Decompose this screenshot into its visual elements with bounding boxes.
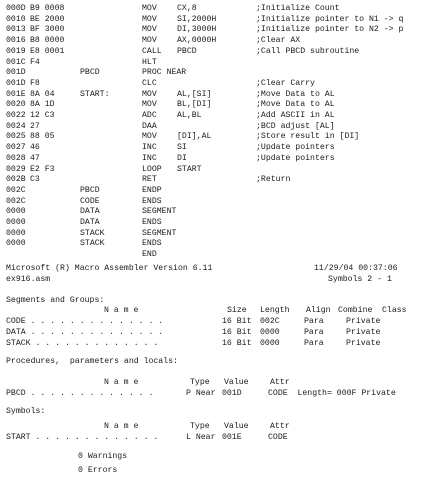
listing-mnemonic: CALL <box>142 47 162 56</box>
listing-mnemonic: ENDS <box>142 218 162 227</box>
listing-mnemonic: INC <box>142 143 157 152</box>
listing-offset: 0016 <box>6 36 26 45</box>
listing-mnemonic: LOOP <box>142 165 162 174</box>
listing-machine-code: C3 <box>30 175 40 184</box>
listing-offset: 0000 <box>6 218 26 227</box>
listing-comment: ;Initialize pointer to N2 -> p <box>256 25 404 34</box>
listing-mnemonic: ADC <box>142 111 157 120</box>
procedures-heading: Procedures, parameters and locals: <box>6 357 178 366</box>
segment-align: Para <box>304 328 324 337</box>
symbol-type: L Near <box>186 433 216 442</box>
listing-machine-code: E8 0001 <box>30 47 65 56</box>
listing-machine-code: BE 2000 <box>30 15 65 24</box>
listing-mnemonic: MOV <box>142 4 157 13</box>
segments-col-class: Class <box>382 306 407 315</box>
listing-operands: PBCD <box>177 47 197 56</box>
listing-label: START: <box>80 90 110 99</box>
segment-name: DATA . . . . . . . . . . . . . . <box>6 328 164 337</box>
segments-col-name: N a m e <box>104 306 139 315</box>
listing-label: DATA <box>80 207 100 216</box>
assembler-title: Microsoft (R) Macro Assembler Version 6.11 <box>6 264 213 273</box>
listing-operands: CX,8 <box>177 4 197 13</box>
symbols-col-type: Type <box>190 422 210 431</box>
listing-mnemonic: MOV <box>142 25 157 34</box>
symbol-name: START . . . . . . . . . . . . . <box>6 433 159 442</box>
symbols-heading: Symbols: <box>6 407 46 416</box>
listing-offset: 001C <box>6 58 26 67</box>
procedures-col-attr: Attr <box>270 378 290 387</box>
listing-operands: SI,2000H <box>177 15 217 24</box>
listing-mnemonic: ENDP <box>142 186 162 195</box>
listing-mnemonic: MOV <box>142 90 157 99</box>
segment-combine: Private <box>346 328 381 337</box>
listing-mnemonic: SEGMENT <box>142 207 177 216</box>
procedures-col-value: Value <box>224 378 249 387</box>
listing-comment: ;Add ASCII in AL <box>256 111 335 120</box>
listing-operands: AX,0000H <box>177 36 217 45</box>
listing-comment: ;Call PBCD subroutine <box>256 47 360 56</box>
listing-mnemonic: ENDS <box>142 239 162 248</box>
listing-comment: ;Return <box>256 175 291 184</box>
segments-col-combine: Combine <box>338 306 373 315</box>
listing-comment: ;BCD adjust [AL] <box>256 122 335 131</box>
segment-name: CODE . . . . . . . . . . . . . . <box>6 317 164 326</box>
procedure-name: PBCD . . . . . . . . . . . . . <box>6 389 154 398</box>
assembly-datetime: 11/29/04 00:37:06 <box>314 264 398 273</box>
segment-length: 002C <box>260 317 280 326</box>
listing-mnemonic: CLC <box>142 79 157 88</box>
listing-operands: AL,BL <box>177 111 202 120</box>
listing-offset: 0025 <box>6 132 26 141</box>
listing-comment: ;Store result in [DI] <box>256 132 360 141</box>
listing-comment: ;Initialize Count <box>256 4 340 13</box>
listing-operands: SI <box>177 143 187 152</box>
listing-mnemonic: MOV <box>142 36 157 45</box>
listing-label: STACK <box>80 229 105 238</box>
listing-operands: START <box>177 165 202 174</box>
listing-machine-code: 88 05 <box>30 132 55 141</box>
listing-operands: BL,[DI] <box>177 100 212 109</box>
listing-machine-code: 12 C3 <box>30 111 55 120</box>
listing-offset: 0000 <box>6 207 26 216</box>
symbols-col-value: Value <box>224 422 249 431</box>
errors-count: 0 Errors <box>78 466 118 475</box>
listing-offset: 0028 <box>6 154 26 163</box>
listing-operands: AL,[SI] <box>177 90 212 99</box>
listing-machine-code: B8 0000 <box>30 36 65 45</box>
listing-offset: 002C <box>6 197 26 206</box>
listing-offset: 002B <box>6 175 26 184</box>
listing-offset: 0019 <box>6 47 26 56</box>
listing-comment: ;Update pointers <box>256 154 335 163</box>
procedures-col-type: Type <box>190 378 210 387</box>
listing-mnemonic: INC <box>142 154 157 163</box>
listing-offset: 0022 <box>6 111 26 120</box>
listing-comment: ;Clear AX <box>256 36 301 45</box>
listing-machine-code: 47 <box>30 154 40 163</box>
listing-comment: ;Move Data to AL <box>256 90 335 99</box>
segment-length: 0000 <box>260 339 280 348</box>
listing-machine-code: F8 <box>30 79 40 88</box>
listing-label: DATA <box>80 218 100 227</box>
listing-mnemonic: END <box>142 250 157 259</box>
listing-mnemonic: HLT <box>142 58 157 67</box>
listing-offset: 0013 <box>6 25 26 34</box>
listing-mnemonic: MOV <box>142 100 157 109</box>
listing-offset: 001D <box>6 79 26 88</box>
listing-machine-code: 46 <box>30 143 40 152</box>
segment-size: 16 Bit <box>222 328 252 337</box>
segment-align: Para <box>304 339 324 348</box>
segments-col-length: Length <box>260 306 290 315</box>
listing-offset: 0024 <box>6 122 26 131</box>
listing-label: CODE <box>80 197 100 206</box>
procedure-value: 001D <box>222 389 242 398</box>
listing-offset: 0029 <box>6 165 26 174</box>
listing-operands: DI,3000H <box>177 25 217 34</box>
listing-label: STACK <box>80 239 105 248</box>
listing-machine-code: 8A 04 <box>30 90 55 99</box>
warnings-count: 0 Warnings <box>78 452 128 461</box>
source-filename: ex916.asm <box>6 275 51 284</box>
listing-label: PBCD <box>80 186 100 195</box>
listing-mnemonic: MOV <box>142 15 157 24</box>
listing-comment: ;Clear Carry <box>256 79 315 88</box>
listing-label: PBCD <box>80 68 100 77</box>
symbols-col-name: N a m e <box>104 422 139 431</box>
listing-operands: [DI],AL <box>177 132 212 141</box>
listing-mnemonic: RET <box>142 175 157 184</box>
listing-offset: 0027 <box>6 143 26 152</box>
listing-mnemonic: SEGMENT <box>142 229 177 238</box>
listing-mnemonic: MOV <box>142 132 157 141</box>
segment-length: 0000 <box>260 328 280 337</box>
listing-offset: 0000 <box>6 239 26 248</box>
listing-machine-code: 8A 1D <box>30 100 55 109</box>
listing-offset: 0010 <box>6 15 26 24</box>
listing-machine-code: F4 <box>30 58 40 67</box>
procedure-type: P Near <box>186 389 216 398</box>
segment-combine: Private <box>346 339 381 348</box>
listing-mnemonic: PROC NEAR <box>142 68 187 77</box>
listing-offset: 001E <box>6 90 26 99</box>
procedures-col-name: N a m e <box>104 378 139 387</box>
listing-machine-code: E2 F3 <box>30 165 55 174</box>
listing-offset: 000D <box>6 4 26 13</box>
segment-combine: Private <box>346 317 381 326</box>
segments-heading: Segments and Groups: <box>6 296 105 305</box>
symbol-attr: CODE <box>268 433 288 442</box>
segment-size: 16 Bit <box>222 317 252 326</box>
segment-align: Para <box>304 317 324 326</box>
listing-machine-code: 27 <box>30 122 40 131</box>
listing-mnemonic: ENDS <box>142 197 162 206</box>
listing-machine-code: BF 3000 <box>30 25 65 34</box>
listing-offset: 0000 <box>6 229 26 238</box>
listing-offset: 002C <box>6 186 26 195</box>
listing-offset: 001D <box>6 68 26 77</box>
segment-size: 16 Bit <box>222 339 252 348</box>
symbol-value: 001E <box>222 433 242 442</box>
segments-col-size: Size <box>227 306 247 315</box>
listing-machine-code: B9 0008 <box>30 4 65 13</box>
listing-comment: ;Update pointers <box>256 143 335 152</box>
symbols-col-attr: Attr <box>270 422 290 431</box>
procedure-attr: CODE Length= 000F Private <box>268 389 396 398</box>
listing-mnemonic: DAA <box>142 122 157 131</box>
listing-comment: ;Initialize pointer to N1 -> q <box>256 15 404 24</box>
symbols-page-label: Symbols 2 - 1 <box>328 275 392 284</box>
listing-comment: ;Move Data to AL <box>256 100 335 109</box>
listing-offset: 0020 <box>6 100 26 109</box>
segment-name: STACK . . . . . . . . . . . . . <box>6 339 159 348</box>
listing-operands: DI <box>177 154 187 163</box>
segments-col-align: Align <box>306 306 331 315</box>
